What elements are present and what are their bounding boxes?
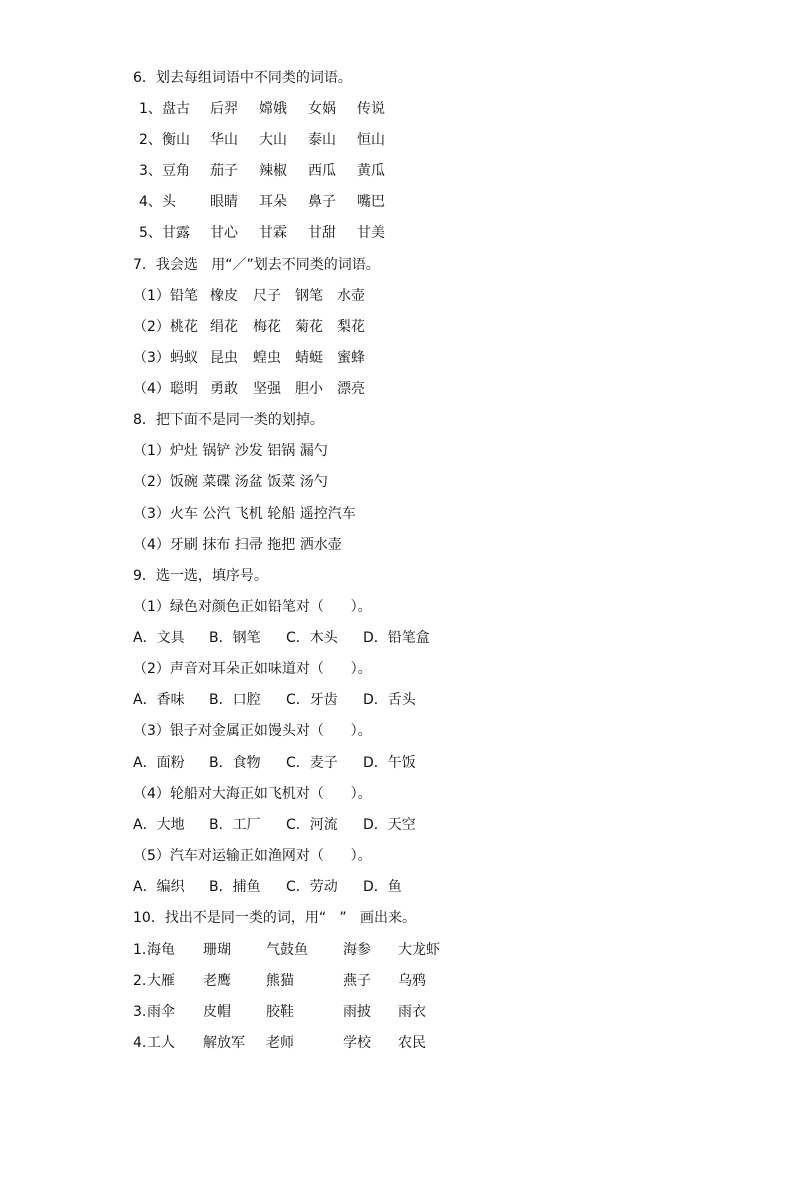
q9-item-1-options xyxy=(0,628,794,659)
q6-row-1 xyxy=(0,99,794,130)
q10-title-line xyxy=(0,908,794,939)
row-number: （3） xyxy=(133,350,170,366)
q8-row-2 xyxy=(0,472,794,503)
word: 水壶 xyxy=(337,288,365,304)
option-b: B．食物 xyxy=(209,755,261,771)
word: 解放军 xyxy=(203,1035,245,1051)
word-group: （4）牙刷 抹布 扫帚 拖把 洒水壶 xyxy=(133,537,342,553)
q8-row-1 xyxy=(0,441,794,472)
row-number: 3、 xyxy=(139,163,162,179)
option-d: D．舌头 xyxy=(363,692,416,708)
q6-row-2 xyxy=(0,130,794,161)
option-c: C．牙齿 xyxy=(286,692,338,708)
q9-item-2-stem xyxy=(0,659,794,690)
word: 桃花 xyxy=(170,319,198,335)
word: 甘甜 xyxy=(308,225,336,241)
word: 泰山 xyxy=(308,132,336,148)
q7-title-line xyxy=(0,255,794,286)
row-number: 4. xyxy=(133,1035,147,1051)
word: 铅笔 xyxy=(170,288,198,304)
word: 漂亮 xyxy=(337,381,365,397)
word: 胶鞋 xyxy=(266,1004,294,1020)
word: 辣椒 xyxy=(259,163,287,179)
word: 甘美 xyxy=(357,225,385,241)
word: 甘霖 xyxy=(259,225,287,241)
question-stem: （3）银子对金属正如馒头对（ ）。 xyxy=(133,723,372,739)
row-number: （1） xyxy=(133,288,170,304)
question-stem: （5）汽车对运输正如渔网对（ ）。 xyxy=(133,848,372,864)
word: 勇敢 xyxy=(210,381,238,397)
option-a: A．编织 xyxy=(133,879,185,895)
row-number: 1、 xyxy=(139,101,162,117)
q9-item-3-options xyxy=(0,753,794,784)
word: 雨披 xyxy=(343,1004,371,1020)
row-number: （2） xyxy=(133,319,170,335)
word: 气鼓鱼 xyxy=(266,942,308,958)
word: 盘古 xyxy=(162,101,190,117)
word: 眼睛 xyxy=(210,194,238,210)
q7-row-1 xyxy=(0,286,794,317)
q6-title: 6．划去每组词语中不同类的词语。 xyxy=(133,70,352,86)
row-number: 2. xyxy=(133,973,147,989)
row-number: 4、 xyxy=(139,194,162,210)
q8-row-3 xyxy=(0,504,794,535)
word: 大雁 xyxy=(147,973,175,989)
option-c: C．木头 xyxy=(286,630,338,646)
word: 甘心 xyxy=(210,225,238,241)
word: 大龙虾 xyxy=(398,942,440,958)
word: 嫦娥 xyxy=(259,101,287,117)
question-stem: （4）轮船对大海正如飞机对（ ）。 xyxy=(133,786,372,802)
option-b: B．钢笔 xyxy=(209,630,261,646)
word: 尺子 xyxy=(253,288,281,304)
row-number: 3. xyxy=(133,1004,147,1020)
word: 恒山 xyxy=(357,132,385,148)
word: 衡山 xyxy=(162,132,190,148)
q7-title: 7．我会选 用“／”划去不同类的词语。 xyxy=(133,257,380,273)
word: 后羿 xyxy=(210,101,238,117)
word-group: （3）火车 公汽 飞机 轮船 遥控汽车 xyxy=(133,506,356,522)
q10-row-2 xyxy=(0,971,794,1002)
word: 茄子 xyxy=(210,163,238,179)
word: 乌鸦 xyxy=(398,973,426,989)
word: 雨衣 xyxy=(398,1004,426,1020)
q9-item-5-stem xyxy=(0,846,794,877)
row-number: 1. xyxy=(133,942,147,958)
q6-row-4 xyxy=(0,192,794,223)
option-a: A．香味 xyxy=(133,692,185,708)
word: 蝗虫 xyxy=(253,350,281,366)
word: 钢笔 xyxy=(295,288,323,304)
word: 海参 xyxy=(343,942,371,958)
q9-item-5-options xyxy=(0,877,794,908)
question-stem: （1）绿色对颜色正如铅笔对（ ）。 xyxy=(133,599,372,615)
word: 菊花 xyxy=(295,319,323,335)
q10-row-1 xyxy=(0,940,794,971)
q7-row-2 xyxy=(0,317,794,348)
q6-title-line xyxy=(0,68,794,99)
word: 传说 xyxy=(357,101,385,117)
word: 聪明 xyxy=(170,381,198,397)
word: 农民 xyxy=(398,1035,426,1051)
question-stem: （2）声音对耳朵正如味道对（ ）。 xyxy=(133,661,372,677)
word: 甘露 xyxy=(162,225,190,241)
q8-title-line xyxy=(0,410,794,441)
word: 西瓜 xyxy=(308,163,336,179)
word: 坚强 xyxy=(253,381,281,397)
option-d: D．午饭 xyxy=(363,755,416,771)
word: 燕子 xyxy=(343,973,371,989)
word: 耳朵 xyxy=(259,194,287,210)
q9-item-3-stem xyxy=(0,721,794,752)
word: 豆角 xyxy=(162,163,190,179)
option-c: C．劳动 xyxy=(286,879,338,895)
word: 头 xyxy=(162,194,176,210)
word: 老鹰 xyxy=(203,973,231,989)
q10-row-3 xyxy=(0,1002,794,1033)
option-d: D．天空 xyxy=(363,817,416,833)
word: 雨伞 xyxy=(147,1004,175,1020)
option-d: D．鱼 xyxy=(363,879,402,895)
word: 昆虫 xyxy=(210,350,238,366)
word: 华山 xyxy=(210,132,238,148)
word: 海龟 xyxy=(147,942,175,958)
word: 珊瑚 xyxy=(203,942,231,958)
word: 蜻蜓 xyxy=(295,350,323,366)
q9-item-4-stem xyxy=(0,784,794,815)
q7-row-3 xyxy=(0,348,794,379)
word: 橡皮 xyxy=(210,288,238,304)
word-group: （1）炉灶 锅铲 沙发 铝锅 漏勺 xyxy=(133,443,328,459)
word: 嘴巴 xyxy=(357,194,385,210)
row-number: （4） xyxy=(133,381,170,397)
option-a: A．大地 xyxy=(133,817,185,833)
row-number: 5、 xyxy=(139,225,162,241)
word: 梅花 xyxy=(253,319,281,335)
q9-item-1-stem xyxy=(0,597,794,628)
option-a: A．面粉 xyxy=(133,755,185,771)
word: 鼻子 xyxy=(308,194,336,210)
option-b: B．捕鱼 xyxy=(209,879,261,895)
q10-row-4 xyxy=(0,1033,794,1064)
word: 学校 xyxy=(343,1035,371,1051)
word: 熊猫 xyxy=(266,973,294,989)
option-b: B．口腔 xyxy=(209,692,261,708)
row-number: 2、 xyxy=(139,132,162,148)
q6-row-5 xyxy=(0,223,794,254)
option-c: C．麦子 xyxy=(286,755,338,771)
word: 皮帽 xyxy=(203,1004,231,1020)
option-c: C．河流 xyxy=(286,817,338,833)
word: 女娲 xyxy=(308,101,336,117)
option-d: D．铅笔盒 xyxy=(363,630,430,646)
word: 大山 xyxy=(259,132,287,148)
q9-item-4-options xyxy=(0,815,794,846)
word-group: （2）饭碗 菜碟 汤盆 饭菜 汤勺 xyxy=(133,474,328,490)
q9-item-2-options xyxy=(0,690,794,721)
q9-title-line xyxy=(0,566,794,597)
word: 蚂蚁 xyxy=(170,350,198,366)
word: 工人 xyxy=(147,1035,175,1051)
q9-title: 9．选一选，填序号。 xyxy=(133,568,268,584)
q7-row-4 xyxy=(0,379,794,410)
q8-row-4 xyxy=(0,535,794,566)
option-a: A．文具 xyxy=(133,630,185,646)
word: 黄瓜 xyxy=(357,163,385,179)
word: 绢花 xyxy=(210,319,238,335)
word: 老师 xyxy=(266,1035,294,1051)
q10-title: 10．找出不是同一类的词，用“ ” 画出来。 xyxy=(133,910,417,926)
option-b: B．工厂 xyxy=(209,817,261,833)
q8-title: 8．把下面不是同一类的划掉。 xyxy=(133,412,324,428)
word: 梨花 xyxy=(337,319,365,335)
q6-row-3 xyxy=(0,161,794,192)
word: 胆小 xyxy=(295,381,323,397)
word: 蜜蜂 xyxy=(337,350,365,366)
